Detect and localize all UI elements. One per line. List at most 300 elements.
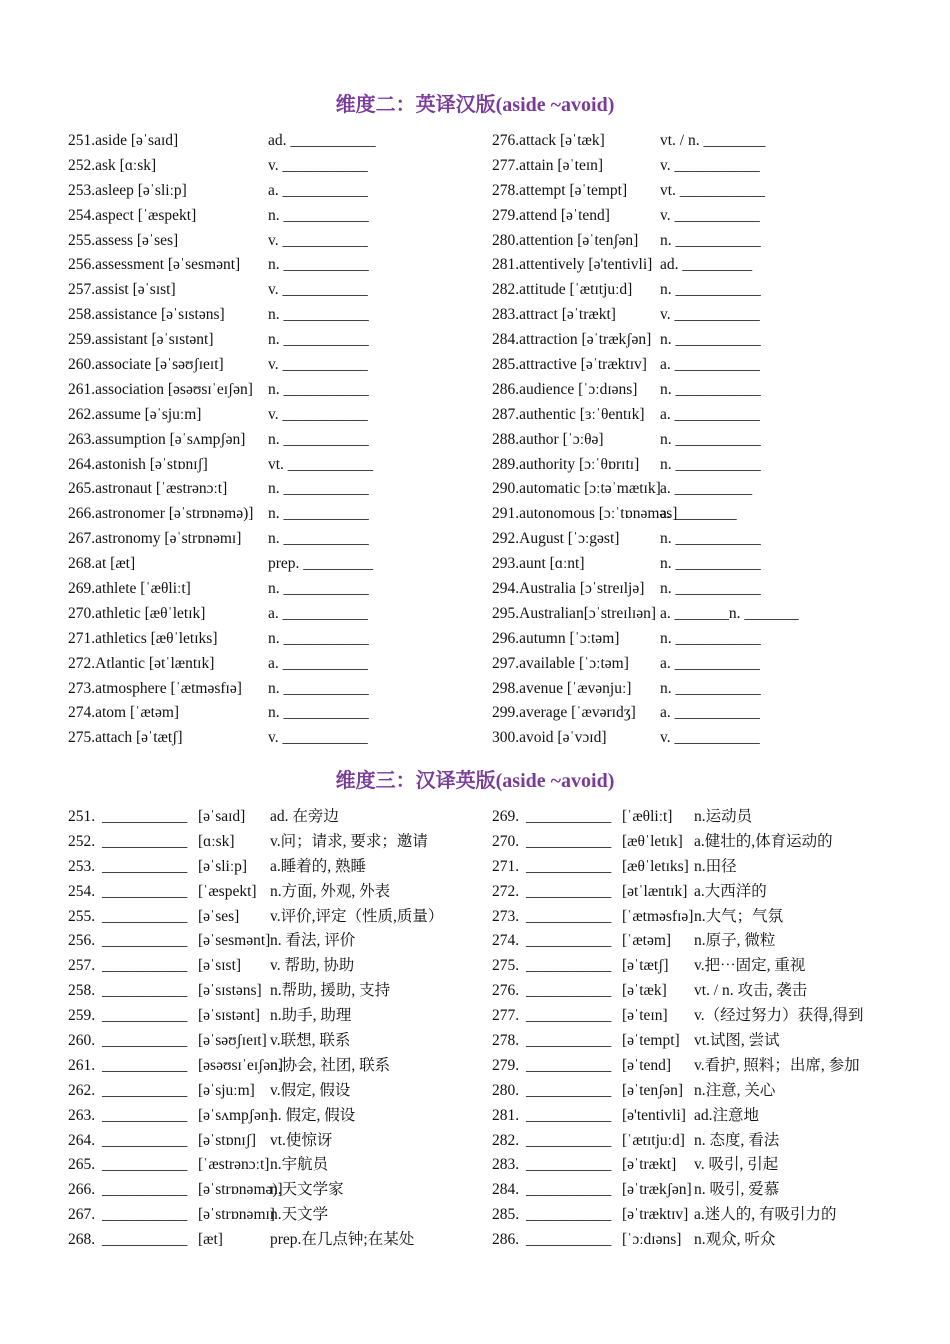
vocab-pos-blank: vt. / n. ________ [660,132,766,149]
vocab-number: 269. [492,808,520,825]
vocab-word: 267.astronomy [əˈstrɒnəmɪ] [68,530,242,548]
vocab-answer-blank: ___________ [526,1156,612,1174]
vocab-row [492,677,912,702]
vocab-row [492,378,912,403]
vocab-row [492,1054,912,1079]
vocab-pos-blank: n. ___________ [660,629,761,647]
vocab-number: 279. [492,1056,520,1074]
vocab-phonetic: [əˈtrækt] [622,1156,677,1174]
vocab-word: 279.attend [əˈtend] [492,206,610,224]
vocab-answer-blank: ___________ [526,832,612,850]
vocab-meaning: n.宇航员 [270,1156,329,1174]
vocab-word: 298.avenue [ˈævənjuː] [492,679,632,697]
vocab-row [492,1178,912,1203]
vocab-number: 255. [68,907,96,925]
vocab-pos-blank: n. ___________ [660,555,761,573]
vocab-row [68,1203,478,1228]
vocab-pos-blank: a. ___________ [660,654,760,672]
vocab-word: 285.attractive [əˈtræktɪv] [492,356,647,374]
vocab-row [68,303,468,328]
vocab-row [492,577,912,602]
vocab-meaning: v. 帮助, 协助 [270,957,355,975]
vocab-row [68,1004,478,1029]
vocab-meaning: n. 看法, 评价 [270,932,356,950]
vocab-answer-blank: ___________ [526,1007,612,1025]
vocab-row [492,328,912,353]
vocab-row [492,1104,912,1129]
vocab-pos-blank: v. ___________ [268,281,368,299]
vocab-pos-blank: a. _______n. _______ [660,604,799,622]
vocab-number: 264. [68,1131,96,1149]
vocab-word: 282.attitude [ˈætɪtjuːd] [492,281,633,299]
vocab-word: 266.astronomer [əˈstrɒnəmə)] [68,505,254,523]
vocab-phonetic: [əˈses] [198,907,240,925]
vocab-word: 257.assist [əˈsɪst] [68,281,176,299]
vocab-word: 288.author [ˈɔːθə] [492,430,604,448]
vocab-row [68,954,478,979]
vocab-number: 253. [68,857,96,875]
vocab-word: 299.average [ˈævərɪdʒ] [492,704,636,722]
vocab-pos-blank: v. ___________ [660,206,760,224]
vocab-word: 273.atmosphere [ˈætməsfɪə] [68,679,242,697]
vocab-pos-blank: n. ___________ [268,704,369,722]
vocab-row [68,677,468,702]
vocab-meaning: n. 假定, 假设 [270,1106,356,1124]
vocab-phonetic: [ə'tentivli] [622,1106,686,1124]
vocab-meaning: n.观众, 听众 [694,1231,776,1249]
vocab-meaning: n.方面, 外观, 外表 [270,882,391,900]
vocab-row [68,229,468,254]
vocab-row [68,880,478,905]
vocab-answer-blank: ___________ [102,1181,188,1199]
vocab-number: 263. [68,1106,96,1124]
vocab-word: 297.available [ˈɔːtəm] [492,654,629,672]
vocab-pos-blank: a. __________ [660,480,753,498]
vocab-row [68,403,468,428]
vocab-meaning: n. 吸引, 爱慕 [694,1181,780,1199]
vocab-number: 261. [68,1056,96,1074]
vocab-pos-blank: n. ___________ [268,380,369,398]
vocab-pos-blank: vt. ___________ [660,181,766,199]
vocab-number: 272. [492,882,520,900]
vocab-pos-blank: v. ___________ [660,306,760,324]
vocab-row [492,403,912,428]
vocab-row [492,552,912,577]
vocab-phonetic: [əˈtend] [622,1056,672,1074]
vocab-pos-blank: n. ___________ [268,331,369,349]
vocab-row [492,1079,912,1104]
vocab-row [492,880,912,905]
vocab-pos-blank: n. ___________ [268,505,369,523]
vocab-meaning: n.天文学家 [270,1181,344,1199]
vocab-word: 293.aunt [ɑːnt] [492,555,585,573]
vocab-meaning: v. 吸引, 引起 [694,1156,779,1174]
vocab-row [68,204,468,229]
vocab-phonetic: [ˈætməsfɪə] [622,907,694,925]
vocab-answer-blank: ___________ [526,808,612,825]
vocab-pos-blank: n. ___________ [268,530,369,548]
vocab-answer-blank: ___________ [102,1106,188,1124]
vocab-word: 296.autumn [ˈɔːtəm] [492,629,620,647]
vocab-number: 286. [492,1231,520,1249]
vocab-answer-blank: ___________ [102,907,188,925]
vocab-number: 284. [492,1181,520,1199]
vocab-word: 263.assumption [əˈsʌmpʃən] [68,430,246,448]
vocab-word: 251.aside [əˈsaɪd] [68,132,179,149]
vocab-pos-blank: n. ___________ [268,580,369,598]
vocab-pos-blank: v. ___________ [660,729,760,747]
vocab-meaning: a.健壮的,体育运动的 [694,832,833,850]
vocab-meaning: n.天文学 [270,1206,329,1224]
vocab-answer-blank: ___________ [526,1032,612,1050]
vocab-pos-blank: a. ___________ [660,704,760,722]
vocab-row [492,179,912,204]
vocab-row [68,1079,478,1104]
vocab-row [492,1029,912,1054]
vocab-row [68,905,478,930]
vocab-number: 278. [492,1032,520,1050]
vocab-answer-blank: ___________ [102,882,188,900]
vocab-number: 259. [68,1007,96,1025]
vocab-row [68,129,468,154]
vocab-number: 280. [492,1081,520,1099]
vocab-phonetic: [əsəʊsɪˈeɪʃən] [198,1056,284,1074]
vocab-pos-blank: v. ___________ [268,405,368,423]
vocab-pos-blank: a. ___________ [660,356,760,374]
vocab-row [68,577,468,602]
vocab-pos-blank: a. ________ [660,505,737,523]
vocab-word: 258.assistance [əˈsɪstəns] [68,306,225,324]
vocab-row [492,1004,912,1029]
vocab-word: 271.athletics [æθˈletɪks] [68,629,218,647]
vocab-pos-blank: n. ___________ [660,455,761,473]
vocab-answer-blank: ___________ [526,907,612,925]
vocab-word: 294.Australia [ɔˈstreɪljə] [492,580,645,598]
vocab-phonetic: [ˈɔːdɪəns] [622,1231,682,1249]
vocab-answer-blank: ___________ [102,857,188,875]
vocab-row [68,1129,478,1154]
vocab-row [492,453,912,478]
vocab-phonetic: [əˈsʌmpʃən] [198,1106,274,1124]
vocab-number: 270. [492,832,520,850]
vocab-pos-blank: n. ___________ [268,306,369,324]
vocab-pos-blank: n. ___________ [268,679,369,697]
vocab-phonetic: [əˈstɒnɪʃ] [198,1131,257,1149]
vocab-row [492,303,912,328]
vocab-row [68,726,468,751]
vocab-pos-blank: n. ___________ [660,380,761,398]
vocab-pos-blank: a. ___________ [268,654,368,672]
vocab-number: 260. [68,1032,96,1050]
vocab-word: 284.attraction [əˈtrækʃən] [492,331,652,349]
vocab-row [68,1153,478,1178]
vocab-word: 269.athlete [ˈæθliːt] [68,580,191,598]
vocab-answer-blank: ___________ [102,982,188,1000]
vocab-answer-blank: ___________ [526,932,612,950]
vocab-word: 259.assistant [əˈsɪstənt] [68,331,214,349]
vocab-word: 272.Atlantic [ətˈlæntɪk] [68,654,215,672]
vocab-row [492,154,912,179]
vocab-phonetic: [əˈsəʊʃɪeɪt] [198,1032,267,1050]
vocab-word: 265.astronaut [ˈæstrənɔːt] [68,480,228,498]
vocab-row [68,428,468,453]
vocab-row [68,652,468,677]
section-title-cn-to-en: 维度三：汉译英版(aside ~avoid) [335,770,615,792]
vocab-answer-blank: ___________ [526,1056,612,1074]
vocab-word: 276.attack [əˈtæk] [492,132,605,149]
vocab-answer-blank: ___________ [526,1106,612,1124]
vocab-word: 277.attain [əˈteɪn] [492,156,604,174]
vocab-pos-blank: n. ___________ [268,480,369,498]
vocab-pos-blank: prep. _________ [268,555,374,573]
vocab-meaning: n.原子, 微粒 [694,932,776,950]
vocab-meaning: n.注意, 关心 [694,1081,776,1099]
vocab-number: 251. [68,808,96,825]
vocab-row [492,502,912,527]
vocab-answer-blank: ___________ [102,957,188,975]
vocab-word: 255.assess [əˈses] [68,231,179,249]
vocab-phonetic: [ˈæstrənɔːt] [198,1156,270,1174]
vocab-phonetic: [əˈtrækʃən] [622,1181,692,1199]
vocab-meaning: v.问；请求, 要求；邀请 [270,832,428,850]
vocab-row [492,905,912,930]
vocab-word: 286.audience [ˈɔːdɪəns] [492,380,638,398]
vocab-phonetic: [əˈsɪst] [198,957,242,975]
vocab-phonetic: [əˈstrɒnəmə)] [198,1181,283,1199]
vocab-row [68,602,468,627]
vocab-phonetic: [ətˈlæntɪk] [622,882,688,900]
vocab-pos-blank: n. ___________ [660,679,761,697]
vocab-word: 292.August [ˈɔːgəst] [492,530,620,548]
vocab-row [492,353,912,378]
vocab-pos-blank: a. ___________ [268,181,368,199]
vocab-phonetic: [ˈætəm] [622,932,672,950]
vocab-answer-blank: ___________ [102,1032,188,1050]
vocab-pos-blank: n. ___________ [660,530,761,548]
vocab-row [492,1228,912,1253]
vocab-row [492,428,912,453]
vocab-answer-blank: ___________ [102,932,188,950]
vocab-number: 268. [68,1231,96,1249]
vocab-row [68,552,468,577]
vocab-word: 283.attract [əˈtrækt] [492,306,616,324]
vocab-number: 258. [68,982,96,1000]
vocab-phonetic: [æθˈletɪk] [622,832,683,850]
vocab-row [68,627,468,652]
vocab-phonetic: [əˈsɪstəns] [198,982,262,1000]
vocab-row [492,527,912,552]
vocab-phonetic: [əˈsliːp] [198,857,248,875]
vocab-meaning: vt.使惊讶 [270,1131,333,1149]
vocab-row [492,979,912,1004]
vocab-pos-blank: ad. ___________ [268,132,376,149]
vocab-row [68,929,478,954]
vocab-row [68,154,468,179]
vocab-row [492,805,912,830]
vocab-row [492,830,912,855]
vocab-number: 262. [68,1081,96,1099]
vocab-number: 273. [492,907,520,925]
vocab-list-en-right [492,129,912,751]
vocab-word: 287.authentic [ɜːˈθentɪk] [492,405,645,423]
vocab-row [492,855,912,880]
vocab-phonetic: [əˈtenʃən] [622,1081,684,1099]
vocab-word: 291.autonomous [ɔːˈtɒnəməs] [492,505,678,523]
vocab-phonetic: [ˈætɪtjuːd] [622,1131,685,1149]
vocab-word: 289.authority [ɔːˈθɒrɪtɪ] [492,455,640,473]
vocab-list-cn-right [492,805,912,1253]
vocab-number: 252. [68,832,96,850]
vocab-word: 300.avoid [əˈvɔɪd] [492,729,607,747]
vocab-answer-blank: ___________ [102,832,188,850]
vocab-word: 274.atom [ˈætəm] [68,704,180,722]
vocab-meaning: v.（经过努力）获得,得到 [694,1007,864,1025]
vocab-row [68,453,468,478]
vocab-meaning: a.睡着的, 熟睡 [270,857,367,875]
vocab-pos-blank: a. ___________ [268,604,368,622]
vocab-row [492,652,912,677]
vocab-phonetic: [əˈteɪn] [622,1007,668,1025]
vocab-pos-blank: n. ___________ [268,256,369,274]
vocab-row [68,1104,478,1129]
vocab-row [68,527,468,552]
vocab-number: 283. [492,1156,520,1174]
vocab-row [492,204,912,229]
vocab-pos-blank: vt. ___________ [268,455,374,473]
vocab-row [68,979,478,1004]
vocab-phonetic: [æθˈletɪks] [622,857,689,875]
vocab-row [68,477,468,502]
vocab-pos-blank: ad. _________ [660,256,753,274]
vocab-phonetic: [əˈtæk] [622,982,667,1000]
vocab-meaning: v.把⋯固定, 重视 [694,957,806,975]
vocab-meaning: vt. / n. 攻击, 袭击 [694,982,808,1000]
vocab-pos-blank: n. ___________ [660,580,761,598]
vocab-number: 285. [492,1206,520,1224]
vocab-word: 270.athletic [æθˈletɪk] [68,604,206,622]
vocab-pos-blank: n. ___________ [268,206,369,224]
vocab-row [492,929,912,954]
vocab-meaning: ad.注意地 [694,1106,760,1124]
vocab-row [68,253,468,278]
vocab-answer-blank: ___________ [526,957,612,975]
vocab-pos-blank: v. ___________ [268,356,368,374]
vocab-row [68,1178,478,1203]
vocab-answer-blank: ___________ [102,1081,188,1099]
vocab-meaning: v.联想, 联系 [270,1032,351,1050]
vocab-meaning: n.帮助, 援助, 支持 [270,982,391,1000]
vocab-word: 264.astonish [əˈstɒnɪʃ] [68,455,208,473]
vocab-phonetic: [əˈtræktɪv] [622,1206,689,1224]
vocab-pos-blank: a. ___________ [660,405,760,423]
vocab-pos-blank: v. ___________ [268,729,368,747]
vocab-row [492,954,912,979]
vocab-pos-blank: v. ___________ [660,156,760,174]
vocab-word: 261.association [əsəʊsɪˈeɪʃən] [68,380,253,398]
vocab-meaning: v.评价,评定（性质,质量） [270,907,444,925]
vocab-pos-blank: v. ___________ [268,156,368,174]
vocab-word: 295.Australian[ɔˈstreɪlɪən] [492,604,656,622]
vocab-phonetic: [ˈæθliːt] [622,808,673,825]
vocab-answer-blank: ___________ [526,1206,612,1224]
vocab-number: 281. [492,1106,520,1124]
vocab-answer-blank: ___________ [526,1081,612,1099]
vocab-answer-blank: ___________ [102,1056,188,1074]
vocab-row [68,805,478,830]
vocab-phonetic: [ˈæspekt] [198,882,257,900]
vocab-row [492,229,912,254]
vocab-word: 278.attempt [əˈtempt] [492,181,628,199]
vocab-row [492,627,912,652]
vocab-word: 262.assume [əˈsjuːm] [68,405,202,423]
vocab-word: 268.at [æt] [68,555,136,573]
section-title-en-to-cn: 维度二：英译汉版(aside ~avoid) [335,94,615,116]
vocab-phonetic: [ɑːsk] [198,832,235,850]
vocab-row [492,1153,912,1178]
vocab-meaning: n.协会, 社团, 联系 [270,1056,391,1074]
vocab-meaning: a.大西洋的 [694,882,767,900]
vocab-answer-blank: ___________ [102,808,188,825]
vocab-word: 256.assessment [əˈsesmənt] [68,256,241,274]
vocab-number: 267. [68,1206,96,1224]
vocab-word: 275.attach [əˈtætʃ] [68,729,183,747]
vocab-number: 257. [68,957,96,975]
vocab-meaning: vt.试图, 尝试 [694,1032,780,1050]
vocab-meaning: n.大气；气氛 [694,907,784,925]
vocab-row [68,378,468,403]
vocab-row [68,855,478,880]
vocab-row [68,502,468,527]
vocab-list-en-left [68,129,468,751]
vocab-pos-blank: n. ___________ [660,231,761,249]
vocab-row [492,1129,912,1154]
vocab-number: 274. [492,932,520,950]
vocab-phonetic: [æt] [198,1231,223,1249]
vocab-phonetic: [əˈtætʃ] [622,957,669,975]
vocab-answer-blank: ___________ [526,1131,612,1149]
vocab-meaning: n.助手, 助理 [270,1007,352,1025]
vocab-row [492,602,912,627]
vocab-word: 280.attention [əˈtenʃən] [492,231,639,249]
vocab-row [492,701,912,726]
vocab-word: 252.ask [ɑːsk] [68,156,157,174]
vocab-pos-blank: n. ___________ [268,430,369,448]
vocab-pos-blank: n. ___________ [660,281,761,299]
vocab-number: 266. [68,1181,96,1199]
vocab-row [68,278,468,303]
vocab-answer-blank: ___________ [102,1156,188,1174]
vocab-answer-blank: ___________ [526,1231,612,1249]
vocab-meaning: n.田径 [694,857,737,875]
vocab-row [492,726,912,751]
vocab-answer-blank: ___________ [102,1131,188,1149]
vocab-row [68,701,468,726]
vocab-row [492,278,912,303]
vocab-phonetic: [əˈstrɒnəmɪ] [198,1206,275,1224]
vocab-word: 254.aspect [ˈæspekt] [68,206,197,224]
vocab-phonetic: [əˈsesmənt] [198,932,271,950]
vocab-row [68,830,478,855]
vocab-meaning: prep.在几点钟;在某处 [270,1231,415,1249]
vocab-phonetic: [əˈsɪstənt] [198,1007,260,1025]
vocab-number: 254. [68,882,96,900]
vocab-row [492,253,912,278]
vocab-number: 271. [492,857,520,875]
vocab-number: 282. [492,1131,520,1149]
vocab-row [68,1054,478,1079]
vocab-answer-blank: ___________ [526,882,612,900]
vocab-list-cn-left [68,805,478,1253]
